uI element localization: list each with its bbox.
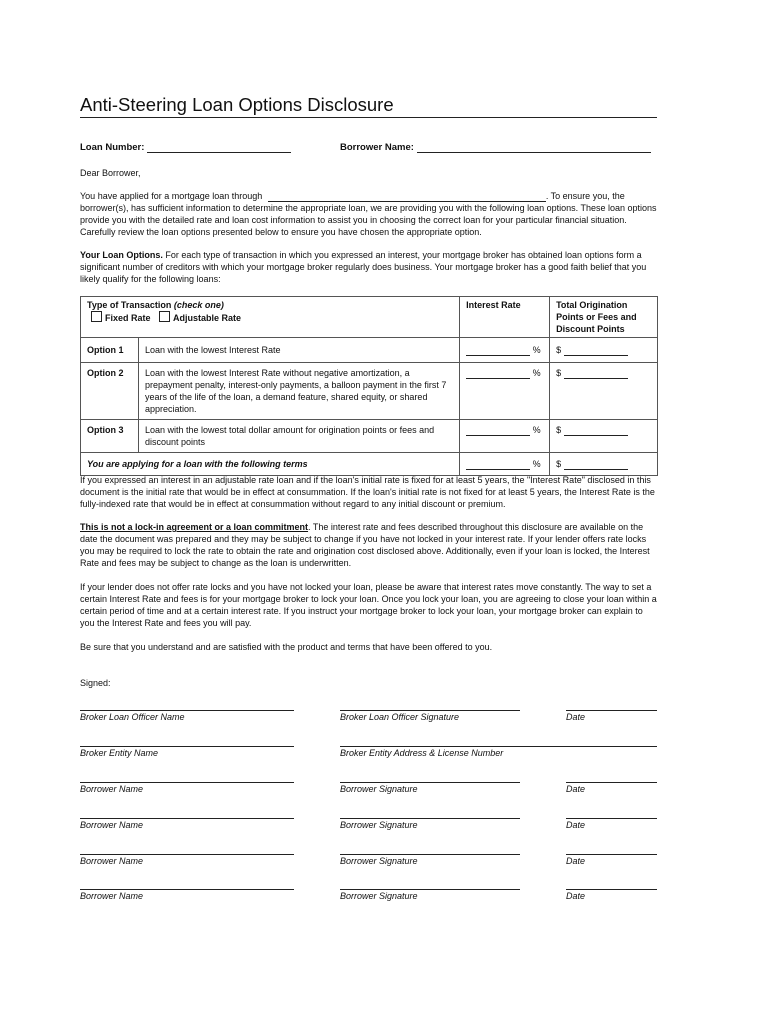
- fees-input[interactable]: [564, 369, 628, 379]
- intro-text-2: . To ensure you, the borrower(s), has sufficient information to determine the appropriate loan, we are providing you with the following loan options. These loan options provide you with the detailed rate and loan cost information to assist you in choosing the correct loan for your particular financial situation. Carefully review the loan options presented below to ensure you have chosen the appropriate option.: [80, 191, 657, 237]
- option-label: Option 3: [81, 420, 139, 453]
- date-line[interactable]: [566, 854, 657, 855]
- dollar-sign: $: [556, 345, 562, 355]
- date-label: Date: [566, 784, 586, 794]
- fees-cell[interactable]: [550, 338, 658, 363]
- percent-sign: %: [532, 459, 541, 469]
- option-description: Loan with the lowest Interest Rate without negative amortization, a prepayment penalty, interest-only payments, a balloon payment in the first 7 years of the life of the loan, a demand feature, shared equity, or shared appreciation.: [138, 363, 459, 420]
- applying-label: You are applying for a loan with the following terms: [81, 453, 460, 476]
- broker-name-input[interactable]: [268, 192, 546, 202]
- table-row: [81, 363, 658, 420]
- option-description: Loan with the lowest total dollar amount for origination points or fees and discount points: [138, 420, 459, 453]
- table-row: [81, 420, 658, 453]
- percent-sign: %: [532, 368, 541, 378]
- check-one-label: (check one): [173, 300, 224, 310]
- type-of-transaction-cell: [81, 297, 460, 338]
- percent-sign: %: [532, 345, 541, 355]
- borrower-signature-line[interactable]: [340, 818, 520, 819]
- intro-text-1: You have applied for a mortgage loan through: [80, 191, 263, 201]
- page-title: Anti-Steering Loan Options Disclosure: [80, 94, 657, 118]
- borrower-name-field[interactable]: [340, 142, 651, 153]
- fees-cell[interactable]: [550, 363, 658, 420]
- borrower-name-label: Borrower Name: [80, 820, 144, 830]
- fixed-rate-checkbox[interactable]: [91, 311, 102, 322]
- broker-officer-name-label: Broker Loan Officer Name: [80, 712, 185, 722]
- interest-rate-header: Interest Rate: [460, 297, 550, 338]
- date-label: Date: [566, 891, 586, 901]
- type-label: Type of Transaction: [87, 300, 172, 310]
- interest-rate-cell[interactable]: [460, 363, 550, 420]
- loan-options-heading: Your Loan Options.: [80, 250, 163, 260]
- adjustable-rate-label: Adjustable Rate: [173, 313, 242, 323]
- borrower-signature-label: Borrower Signature: [340, 856, 418, 866]
- table-header-row: [81, 297, 658, 338]
- borrower-signature-line[interactable]: [340, 854, 520, 855]
- lock-in-heading: This is not a lock-in agreement or a loan commitment: [80, 522, 309, 532]
- adjustable-note: If you expressed an interest in an adjustable rate loan and if the loan's initial rate is fixed for at least 5 years, the "Interest Rate" disclosed in this document is the initial rate that would be in effect at consummation. If the loan's initial rate is not fixed for at least 5 years, the Interest Rate is the fully-indexed rate that would be in effect at consummation without regard to any initial discount or premium.: [80, 475, 655, 509]
- origination-fees-header: Total Origination Points or Fees and Discount Points: [550, 297, 658, 338]
- adjustable-rate-checkbox[interactable]: [159, 311, 170, 322]
- option-description: Loan with the lowest Interest Rate: [138, 338, 459, 363]
- broker-officer-signature-line[interactable]: [340, 710, 520, 711]
- broker-entity-address-line[interactable]: [340, 746, 657, 747]
- interest-rate-input[interactable]: [466, 346, 530, 356]
- rate-locks-note: If your lender does not offer rate locks and you have not locked your loan, please be aware that interest rates move constantly. The way to set a certain Interest Rate and fees is for your mortgage broker to lock your loan. Once you lock your loan, you are agreeing to close your loan within a certain period of time and at a certain interest rate. If you instruct your mortgage broker to lock your loan, your mortgage broker can explain to you the Interest Rate and fees you will pay.: [80, 582, 657, 628]
- borrower-name-line[interactable]: [80, 782, 294, 783]
- borrower-name-line[interactable]: [80, 889, 294, 890]
- interest-rate-cell[interactable]: [460, 338, 550, 363]
- lock-in-paragraph: [80, 521, 658, 569]
- fixed-rate-label: Fixed Rate: [105, 313, 151, 323]
- loan-options-table: [80, 296, 658, 476]
- date-label: Date: [566, 856, 586, 866]
- broker-officer-name-line[interactable]: [80, 710, 294, 711]
- borrower-signature-label: Borrower Signature: [340, 891, 418, 901]
- date-line[interactable]: [566, 710, 657, 711]
- fees-cell[interactable]: [550, 453, 658, 476]
- fees-input[interactable]: [564, 426, 628, 436]
- broker-officer-signature-label: Broker Loan Officer Signature: [340, 712, 460, 722]
- borrower-name-label: Borrower Name: [80, 784, 144, 794]
- interest-rate-cell[interactable]: [460, 420, 550, 453]
- date-label: Date: [566, 712, 586, 722]
- interest-rate-cell[interactable]: [460, 453, 550, 476]
- borrower-name-label: Borrower Name: [80, 891, 144, 901]
- be-sure-text: Be sure that you understand and are satisfied with the product and terms that have been offered to you.: [80, 642, 493, 652]
- fees-input[interactable]: [564, 346, 628, 356]
- borrower-signature-line[interactable]: [340, 782, 520, 783]
- loan-options-text: For each type of transaction in which you expressed an interest, your mortgage broker has obtained loan options form a significant number of creditors with which your mortgage broker regularly does business. Your mortgage broker has a good faith belief that you likely qualify for the following loans:: [80, 250, 647, 284]
- loan-number-label: Loan Number:: [80, 142, 145, 153]
- date-line[interactable]: [566, 818, 657, 819]
- option-label: Option 2: [81, 363, 139, 420]
- loan-number-field[interactable]: [80, 142, 291, 153]
- signed-label: Signed:: [80, 678, 111, 688]
- dollar-sign: $: [556, 459, 562, 469]
- dollar-sign: $: [556, 425, 562, 435]
- lock-in-text: . The interest rate and fees described throughout this disclosure are available on the date the document was prepared and they may be subject to change if you have not locked in your interest rate. If your lender offers rate locks you may be required to lock the rate to obtain the rate and origination cost disclosed above. Additionally, even if your loan is locked, the Interest Rate and fees may be subject to change as the loan is underwritten.: [80, 522, 650, 568]
- borrower-name-input[interactable]: [417, 142, 651, 153]
- option-label: Option 1: [81, 338, 139, 363]
- intro-paragraph: [80, 190, 658, 238]
- borrower-signature-label: Borrower Signature: [340, 820, 418, 830]
- table-row: [81, 338, 658, 363]
- broker-entity-name-line[interactable]: [80, 746, 294, 747]
- borrower-signature-line[interactable]: [340, 889, 520, 890]
- borrower-name-line[interactable]: [80, 818, 294, 819]
- percent-sign: %: [532, 425, 541, 435]
- loan-options-paragraph: [80, 249, 658, 285]
- broker-entity-address-label: Broker Entity Address & License Number: [340, 748, 504, 758]
- fees-cell[interactable]: [550, 420, 658, 453]
- interest-rate-input[interactable]: [466, 460, 530, 470]
- date-line[interactable]: [566, 889, 657, 890]
- borrower-name-label: Borrower Name: [80, 856, 144, 866]
- fees-input[interactable]: [564, 460, 628, 470]
- interest-rate-input[interactable]: [466, 369, 530, 379]
- interest-rate-input[interactable]: [466, 426, 530, 436]
- salutation: Dear Borrower,: [80, 168, 141, 178]
- date-label: Date: [566, 820, 586, 830]
- dollar-sign: $: [556, 368, 562, 378]
- date-line[interactable]: [566, 782, 657, 783]
- borrower-signature-label: Borrower Signature: [340, 784, 418, 794]
- borrower-name-label: Borrower Name:: [340, 142, 414, 153]
- broker-entity-name-label: Broker Entity Name: [80, 748, 159, 758]
- applying-row: [81, 453, 658, 476]
- loan-number-input[interactable]: [147, 142, 291, 153]
- borrower-name-line[interactable]: [80, 854, 294, 855]
